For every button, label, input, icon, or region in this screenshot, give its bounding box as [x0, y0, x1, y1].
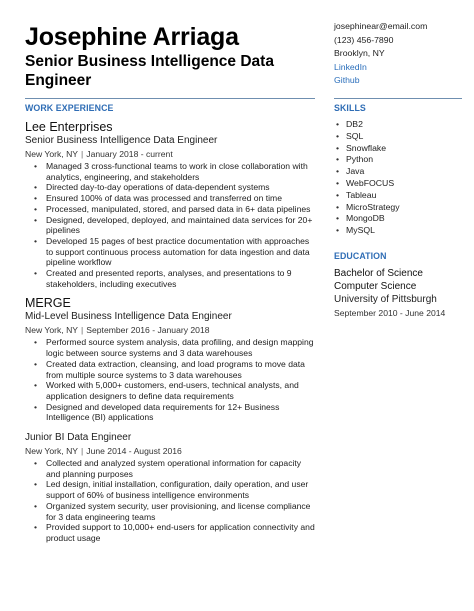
list-item: • MySQL: [336, 225, 469, 237]
job-block: [25, 135, 317, 289]
degree-field: Computer Science: [334, 280, 417, 292]
main-divider: [25, 98, 315, 99]
contact-block: [334, 20, 469, 88]
job-dates: January 2018 - current: [86, 149, 173, 159]
skills-list: [336, 119, 469, 237]
list-item: • Collected and analyzed system operational information for capacity and planning purposes: [34, 458, 317, 479]
list-item: • Designed and developed data requirements for 12+ Business Intelligence (BI) applications: [34, 402, 317, 423]
job-location: New York, NY: [25, 325, 79, 336]
job-location: New York, NY: [25, 149, 79, 159]
list-item: • Snowflake: [336, 143, 469, 155]
list-item: • Provided support to 10,000+ end-users for application connectivity and product usage: [34, 522, 317, 543]
job-title: Junior BI Data Engineer: [25, 432, 132, 444]
skills-section: [334, 103, 469, 237]
list-item: • MongoDB: [336, 213, 469, 225]
job-meta: [25, 325, 317, 336]
meta-separator: |: [81, 149, 84, 159]
list-item: • Worked with 5,000+ customers, end-users, technical analysts, and application designers to define data requirements: [34, 380, 317, 401]
list-item: • WebFOCUS: [336, 178, 469, 190]
company-block: [25, 296, 317, 543]
job-dates: September 2016 - January 2018: [86, 325, 210, 336]
company-name: Lee Enterprises: [25, 120, 113, 134]
list-item: • SQL: [336, 131, 469, 143]
side-divider: [334, 98, 462, 99]
contact-location: Brooklyn, NY: [334, 48, 385, 59]
job-location: New York, NY: [25, 446, 79, 457]
list-item: • Managed 3 cross-functional teams to work in close collaboration with analytics, engineering, and stakeholders: [34, 161, 317, 182]
sidebar: [334, 103, 469, 319]
job-meta: [25, 149, 317, 160]
job-block: [25, 432, 317, 544]
list-item: • Created data extraction, cleansing, and load programs to move data from multiple source systems to 3 data warehouses: [34, 359, 317, 380]
contact-phone: (123) 456-7890: [334, 34, 394, 45]
github-link[interactable]: Github: [334, 75, 360, 86]
list-item: • Java: [336, 166, 469, 178]
company-block: [25, 120, 317, 289]
education-heading: EDUCATION: [334, 250, 387, 261]
list-item: • Tableau: [336, 190, 469, 202]
school-name: University of Pittsburgh: [334, 293, 437, 305]
candidate-name: Josephine Arriaga: [25, 23, 239, 51]
job-block: [25, 311, 317, 423]
work-experience-heading: WORK EXPERIENCE: [25, 103, 114, 113]
list-item: • Organized system security, user provisioning, and license compliance for 3 data engineering teams: [34, 501, 317, 522]
job-bullets: [34, 458, 317, 544]
education-dates: September 2010 - June 2014: [334, 307, 446, 318]
list-item: • Ensured 100% of data was processed and transferred on time: [34, 193, 317, 204]
job-title: Mid-Level Business Intelligence Data Engineer: [25, 311, 232, 323]
job-title: Senior Business Intelligence Data Engineer: [25, 135, 218, 146]
contact-email[interactable]: josephinear@email.com: [334, 21, 428, 31]
list-item: • Developed 15 pages of best practice documentation with approaches to support continuous process automation for data ingestion and data pipeline workflow: [34, 236, 317, 268]
job-bullets: [34, 337, 317, 423]
list-item: • Processed, manipulated, stored, and parsed data in 6+ data pipelines: [34, 204, 317, 215]
job-dates: June 2014 - August 2016: [86, 446, 182, 457]
list-item: • Python: [336, 154, 469, 166]
work-experience-section: [25, 103, 317, 549]
list-item: • DB2: [336, 119, 469, 131]
company-name: MERGE: [25, 296, 71, 311]
list-item: • Designed, developed, deployed, and maintained data services for 20+ pipelines: [34, 215, 317, 236]
skills-heading: SKILLS: [334, 103, 366, 113]
list-item: • Directed day-to-day operations of data-dependent systems: [34, 182, 317, 193]
linkedin-link[interactable]: LinkedIn: [334, 61, 367, 72]
list-item: • Created and presented reports, analyses, and presentations to 9 stakeholders, including executives: [34, 268, 317, 289]
list-item: • Performed source system analysis, data profiling, and design mapping logic between source systems and 3 data warehouses: [34, 337, 317, 358]
job-bullets: [34, 161, 317, 289]
list-item: • MicroStrategy: [336, 202, 469, 214]
education-section: [334, 251, 469, 319]
meta-separator: |: [81, 446, 84, 457]
list-item: • Led design, initial installation, configuration, daily operation, and user support of 60% of business intelligence environments: [34, 479, 317, 500]
candidate-headline: Senior Business Intelligence Data Engineer: [25, 53, 274, 89]
job-meta: [25, 446, 317, 457]
meta-separator: |: [81, 325, 84, 336]
degree-type: Bachelor of Science: [334, 267, 423, 279]
